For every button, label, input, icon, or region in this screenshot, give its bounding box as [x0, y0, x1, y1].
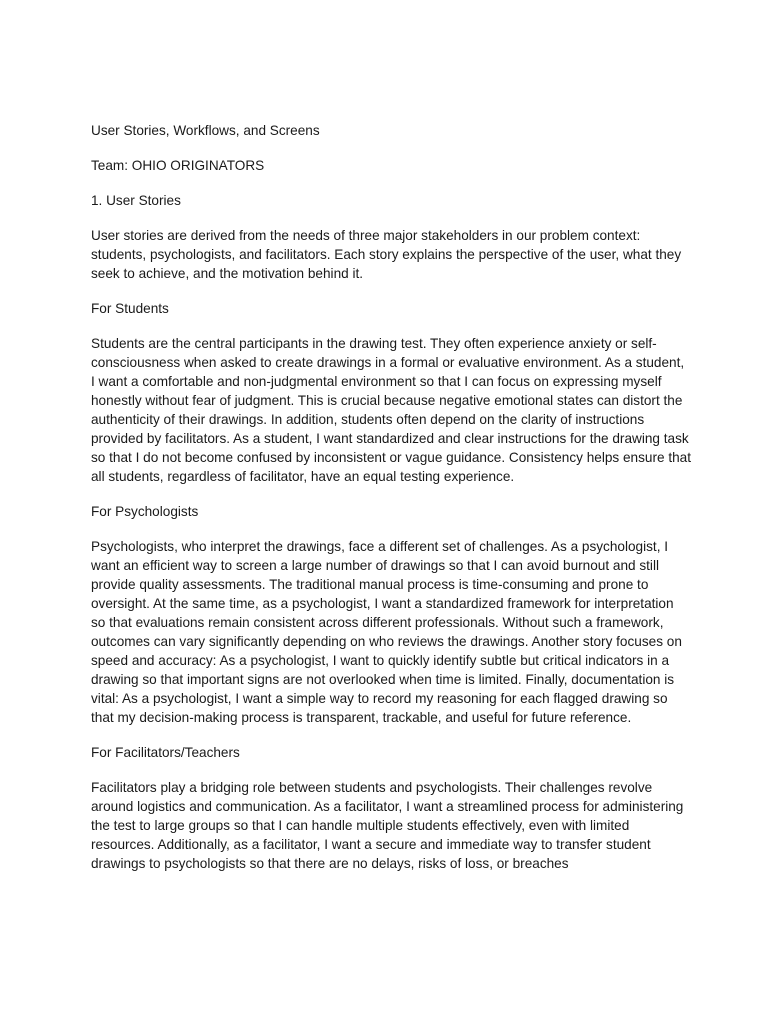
section-heading: 1. User Stories	[91, 193, 181, 208]
students-heading: For Students	[91, 301, 169, 316]
facilitators-paragraph: Facilitators play a bridging role between students and psychologists. Their challenges revolve around logistics and communication. As a facilitator, I want a streamlined process for administering the test to large groups so that I can handle multiple students effectively, even with limited resources. Additionally, as a facilitator, I want a secure and immediate way to transfer student drawings to psychologists so that there are no delays, risks of loss, or breaches	[91, 780, 684, 871]
document-title: User Stories, Workflows, and Screens	[91, 123, 320, 138]
psychologists-paragraph: Psychologists, who interpret the drawings, face a different set of challenges. As a psychologist, I want an efficient way to screen a large number of drawings so that I can avoid burnout and still provide quality assessments. The traditional manual process is time-consuming and prone to oversight. At the same time, as a psychologist, I want a standardized framework for interpretation so that evaluations remain consistent across different professionals. Without such a framework, outcomes can vary significantly depending on who reviews the drawings. Another story focuses on speed and accuracy: As a psychologist, I want to quickly identify subtle but critical indicators in a drawing so that important signs are not overlooked when time is limited. Finally, documentation is vital: As a psychologist, I want a simple way to record my reasoning for each flagged drawing so that my decision-making process is transparent, trackable, and useful for future reference.	[91, 539, 682, 725]
facilitators-heading: For Facilitators/Teachers	[91, 745, 240, 760]
students-paragraph: Students are the central participants in the drawing test. They often experience anxiety or self-consciousness when asked to create drawings in a formal or evaluative environment. As a student, I want a comfortable and non-judgmental environment so that I can focus on expressing myself honestly without fear of judgment. This is crucial because negative emotional states can distort the authenticity of their drawings. In addition, students often depend on the clarity of instructions provided by facilitators. As a student, I want standardized and clear instructions for the drawing task so that I do not become confused by inconsistent or vague guidance. Consistency helps ensure that all students, regardless of facilitator, have an equal testing experience.	[91, 336, 692, 484]
psychologists-heading: For Psychologists	[91, 504, 199, 519]
document-page	[91, 121, 691, 889]
team-line: Team: OHIO ORIGINATORS	[91, 158, 265, 173]
intro-paragraph: User stories are derived from the needs of three major stakeholders in our problem context: students, psychologists, and facilitators. Each story explains the perspective of the user, what they seek to achieve, and the motivation behind it.	[91, 228, 682, 281]
